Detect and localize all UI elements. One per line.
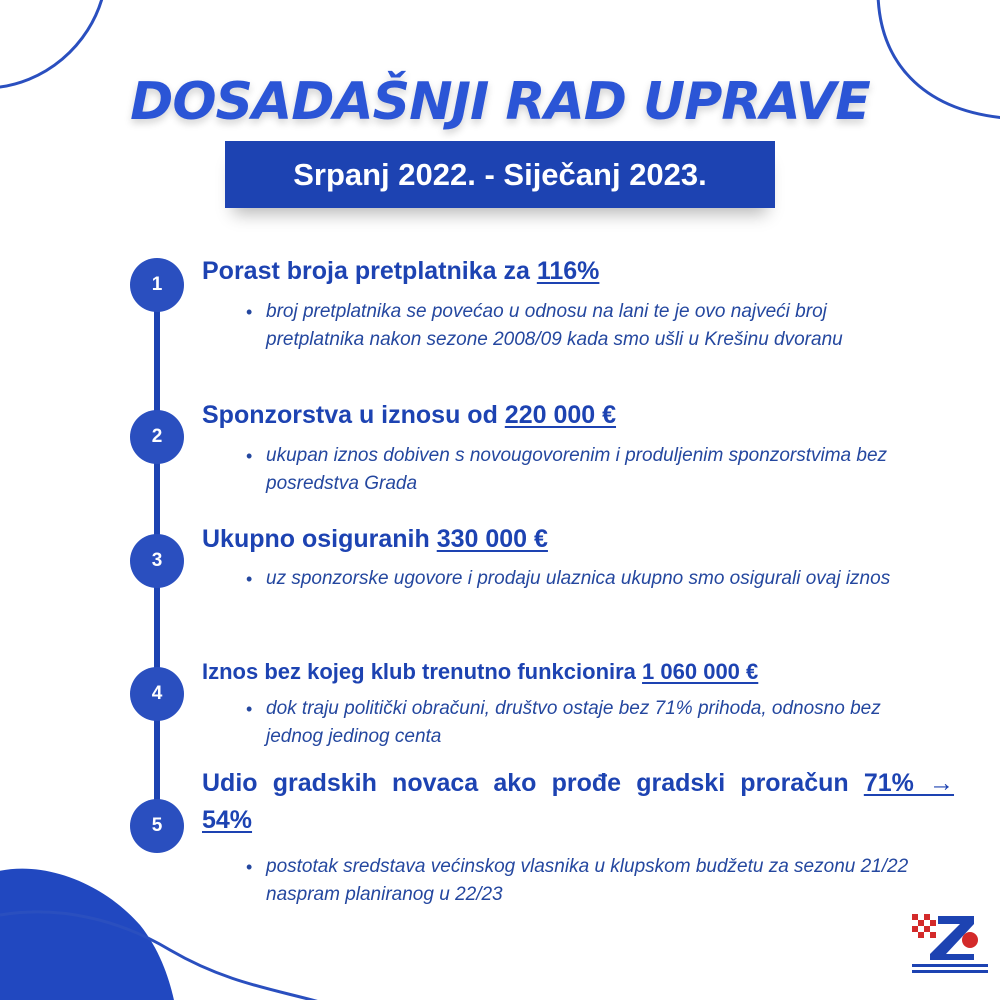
item-heading-text: Udio gradskih novaca ako prođe gradski proračun [202,769,864,797]
item-heading-1 [202,257,599,286]
item-bullet-4: • dok traju politički obračuni, društvo ostaje bez 71% prihoda, odnosno bez jednog jedinog centa [244,695,926,751]
item-heading-text: Sponzorstva u iznosu od [202,401,505,429]
item-heading-4 [202,659,758,685]
item-bullet-2: • ukupan iznos dobiven s novougovorenim i produljenim sponzorstvima bez posredstva Grada [244,442,926,498]
item-heading-text: Porast broja pretplatnika za [202,257,537,285]
step-number-1: 1 [130,258,184,312]
item-highlight-value: 71% → 54% [202,769,955,834]
bottom-left-blob [0,869,175,1000]
item-highlight-value: 116% [536,257,600,285]
step-number-5: 5 [130,799,184,853]
item-heading-3 [202,525,548,554]
club-logo [912,914,988,976]
item-heading-2 [202,401,616,430]
item-heading-text: Iznos bez kojeg klub trenutno funkcionira [202,659,643,684]
step-number-2: 2 [130,410,184,464]
item-bullet-5: • postotak sredstava većinskog vlasnika u klupskom budžetu za sezonu 21/22 naspram planiranog u 22/23 [244,853,926,909]
item-highlight-value: 330 000 € [436,525,548,553]
item-highlight-value: 220 000 € [504,401,617,429]
item-heading-text: Ukupno osiguranih [202,525,437,553]
step-number-4: 4 [130,667,184,721]
item-bullet-1: • broj pretplatnika se povećao u odnosu na lani te je ovo najveći broj pretplatnika nakon sezone 2008/09 kada smo ušli u Krešinu dvoranu [244,298,926,354]
step-number-3: 3 [130,534,184,588]
item-highlight-value: 1 060 000 € [642,659,759,684]
period-banner: Srpanj 2022. - Siječanj 2023. [225,141,775,208]
item-heading-5 [202,765,954,839]
item-bullet-3: • uz sponzorske ugovore i prodaju ulaznica ukupno smo osigurali ovaj iznos [244,565,926,593]
page-title: DOSADAŠNJI RAD UPRAVE [130,72,870,132]
